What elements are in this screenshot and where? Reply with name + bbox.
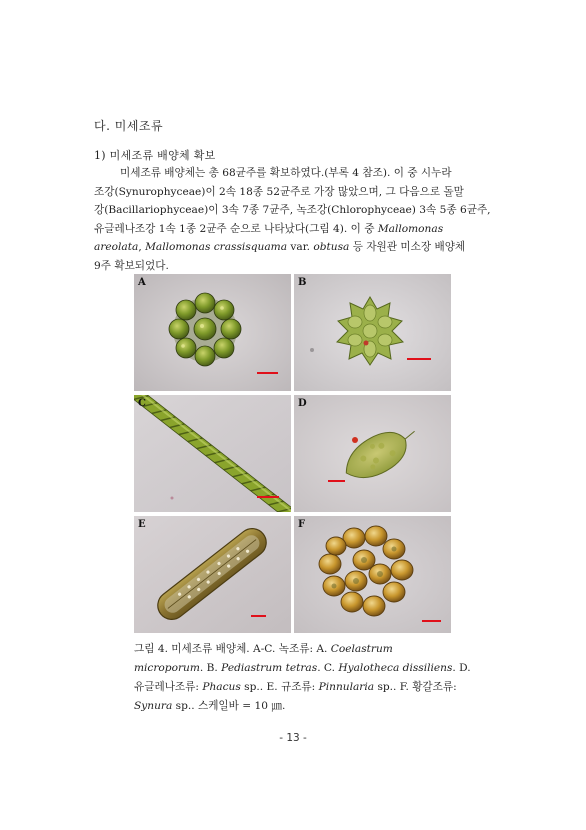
panel-d-phacus [294,395,451,512]
pediastrum-micrograph [294,274,451,391]
panel-label: A [138,277,146,288]
species-name: obtusa [313,241,350,253]
species-name: Phacus [202,681,241,693]
panel-label: F [298,519,306,530]
panel-a-coelastrum [134,274,291,391]
caption-text: 유글레나조류: [134,681,203,693]
scale-bar [422,620,441,622]
phacus-micrograph [294,395,451,512]
caption-text: 그림 4. 미세조류 배양체. A-C. 녹조류: A. [134,643,331,655]
figure-caption [134,640,471,716]
caption-line [134,697,454,716]
panel-label: E [138,519,146,530]
panel-c-hyalotheca [134,395,291,512]
caption-text: . B. [199,662,222,674]
subsection-heading: 1) 미세조류 배양체 확보 [94,149,216,162]
paragraph-text: var. [287,241,314,253]
panel-label: D [298,398,307,409]
paragraph-line: 조강(Synurophyceae)이 2속 18종 52균주로 가장 많았으며, 그 다음으로 돌말 [94,185,464,198]
paragraph-text: , [138,241,146,253]
scale-bar [328,480,345,482]
section-heading: 다. 미세조류 [94,119,164,133]
synura-micrograph [294,516,451,633]
paragraph-line: 미세조류 배양체는 총 68균주를 확보하였다.(부록 4 참조). 이 중 시누라 [120,167,452,179]
species-name: Pinnularia [318,681,375,693]
panel-b-pediastrum [294,274,451,391]
page-number: - 13 - [279,732,307,744]
species-name: Synura [134,700,173,712]
scale-bar [257,496,279,498]
caption-text: sp.. F. 황갈조류: [374,681,457,693]
caption-text: . D. [452,662,471,674]
figure-4-micrographs [134,274,454,638]
panel-e-pinnularia [134,516,291,633]
caption-text: sp.. E. 규조류: [240,681,319,693]
species-name: Pediastrum tetras [221,662,318,674]
panel-label: C [138,398,146,409]
paragraph-text: 등 자원관 미소장 배양체 [349,241,466,253]
coelastrum-micrograph [134,274,291,391]
paragraph-line [94,220,490,239]
caption-text: sp.. 스케일바 = 10 ㎛. [172,700,286,712]
species-name: Mallomonas crassisquama [145,241,288,253]
paragraph-text: 유글레나조강 1속 1종 2균주 순으로 나타났다(그림 4). 이 중 [94,222,378,235]
paragraph-line: 9주 확보되었다. [94,259,169,272]
caption-line [134,678,457,697]
paragraph-line: 강(Bacillariophyceae)이 3속 7종 7균주, 녹조강(Chlorophyceae) 3속 5종 6균주, [94,204,491,216]
caption-line [134,640,454,659]
species-name: microporum [134,662,200,674]
body-paragraph [94,164,490,275]
caption-line [134,659,471,678]
species-name: Coelastrum [330,643,393,655]
panel-label: B [298,277,307,288]
scale-bar [257,372,278,374]
scale-bar [251,615,266,617]
panel-f-synura [294,516,451,633]
pinnularia-micrograph [134,516,291,633]
caption-text: . C. [317,662,339,674]
scale-bar [407,358,431,360]
paragraph-line [94,238,490,257]
species-name: areolata [94,241,139,253]
species-name: Mallomonas [377,222,444,235]
hyalotheca-micrograph [134,395,291,512]
species-name: Hyalotheca dissiliens [338,662,453,674]
